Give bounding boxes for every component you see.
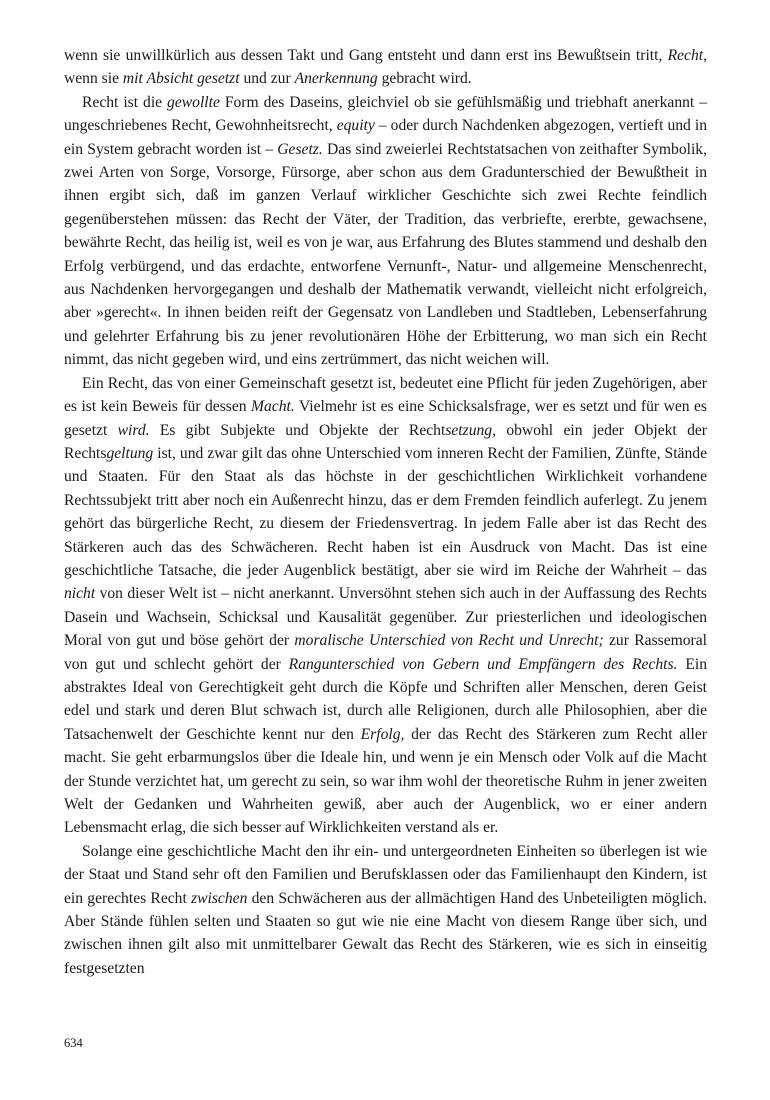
italic-run: gewollte xyxy=(167,93,220,111)
text-run: zur Rassemoral von gut und schlecht gehört der xyxy=(64,632,708,673)
text-run: den Schwächeren aus der allmächtigen Hand des Unbeteiligten möglich. Aber Stände fühlen selten und Staaten so gut wie nie eine Macht von diesem Range über sich, und zwischen ihnen gilt also mit unmittelbarer Gewalt das Recht des Stärkeren, wie es sich in einseitig festgesetzten xyxy=(64,889,707,977)
text-run: Es gibt Subjekte und Objekte der Recht xyxy=(149,421,446,439)
text-run: gebracht wird. xyxy=(377,70,472,88)
italic-run: Recht, xyxy=(667,47,707,64)
paragraph-1 xyxy=(64,44,707,91)
italic-run: geltung xyxy=(106,444,154,462)
text-run: Form des Daseins, gleichviel ob sie gefühlsmäßig und triebhaft anerkannt – ungeschriebenes Recht, Gewohnheitsrecht, xyxy=(64,93,707,135)
italic-run: Rangunterschied von Gebern und Empfängern des Rechts. xyxy=(288,655,678,673)
paragraph-3 xyxy=(64,372,707,840)
text-run: ist, und zwar gilt das ohne Unterschied vom inneren Recht der Familien, Zünfte, Stände und Staaten. Für den Staat als das höchste in der geschichtlichen Wirklichkeit vorhandene Rechtssubjekt tritt aber noch ein Außenrecht hinzu, das er dem Fremden feindlich auferlegt. Zu jenem gehört das bürgerliche Recht, zu diesem der Friedensvertrag. In jedem Falle aber ist das Recht des Stärkeren auch das des Schwächeren. Recht haben ist ein Ausdruck von Macht. Das ist eine geschichtliche Tatsache, die jeder Augenblick bestätigt, aber sie wird im Reiche der Wahrheit – das xyxy=(64,444,707,579)
italic-run: wird. xyxy=(117,421,150,439)
italic-run: Anerkennung xyxy=(294,70,378,88)
italic-run: zwischen xyxy=(191,889,248,907)
text-run: von dieser Welt ist – nicht anerkannt. Unversöhnt stehen sich auch in der Auffassung des Rechts Dasein und Wachsein, Schicksal und Kausalität gegenüber. Zur priesterlichen und ideologischen Moral von gut und böse gehört der xyxy=(64,585,707,650)
text-run: Vielmehr ist es eine Schicksalsfrage, wer es setzt und für wen es gesetzt xyxy=(64,398,708,439)
italic-run: mit Absicht gesetzt xyxy=(122,70,240,88)
page-body xyxy=(64,44,707,980)
italic-run: moralische Unterschied von Recht und Unrecht; xyxy=(294,632,604,650)
text-run: Recht ist die xyxy=(82,93,168,111)
text-run: der das Recht des Stärkeren zum Recht aller macht. Sie geht erbarmungslos über die Ideale hin, und wenn je ein Mensch oder Volk auf die Macht der Stunde verzichtet hat, um gerecht zu sein, so war ihm wohl der theoretische Ruhm in jener zweiten Welt der Gedanken und Wahrheiten gewiß, aber auch der Augenblick, wo er einer andern Lebensmacht erlag, die sich besser auf Wirklichkeiten verstand als er. xyxy=(64,725,707,837)
italic-run: Erfolg, xyxy=(360,725,405,743)
italic-run: Macht. xyxy=(251,398,295,416)
italic-run: equity xyxy=(336,117,375,135)
paragraph-2 xyxy=(64,91,707,372)
text-run: Ein Recht, das von einer Gemeinschaft gesetzt ist, bedeutet eine Pflicht für jeden Zugehörigen, aber es ist kein Beweis für dessen xyxy=(64,374,707,416)
italic-run: setzung, xyxy=(445,421,496,439)
text-run: wenn sie xyxy=(64,70,123,88)
paragraph-4 xyxy=(64,840,707,980)
page-number: 634 xyxy=(64,1036,83,1050)
text-run: Das sind zweierlei Rechtstatsachen von zeithafter Symbolik, zwei Arten von Sorge, Vorsorge, Fürsorge, aber schon aus dem Gradunterschied der Bewußtheit in ihnen ergibt sich, daß im ganzen Verlauf wirklicher Geschichte sich zwei Rechte feindlich gegenüberstehen müssen: das Recht der Väter, der Tradition, das verbriefte, ererbte, gewachsene, bewährte Recht, das heilig ist, weil es von je war, aus Erfahrung des Blutes stammend und deshalb den Erfolg verbürgend, und das erdachte, entworfene Vernunft-, Natur- und allgemeine Menschenrecht, aus Nachdenken hervorgegangen und deshalb der Mathematik verwandt, vielleicht nicht erfolgreich, aber »gerecht«. In ihnen beiden reift der Gegensatz von Landleben und Stadtleben, Lebenserfahrung und gelehrter Erfahrung bis zu jener revolutionären Höhe der Erbitterung, wo man sich ein Recht nimmt, das nicht gegeben wird, und eins zertrümmert, das nicht weichen will. xyxy=(64,140,707,369)
text-run: – oder durch Nachdenken abgezogen, vertieft und in ein System gebracht worden ist – xyxy=(64,117,707,158)
text-run: Ein abstraktes Ideal von Gerechtigkeit geht durch die Köpfe und Schriften aller Menschen, deren Geist edel und stark und deren Blut schwach ist, durch alle Religionen, durch alle Philosophien, aber die Tatsachenwelt der Geschichte kennt nur den xyxy=(64,655,707,743)
italic-run: Gesetz. xyxy=(277,140,323,158)
text-run: und zur xyxy=(239,70,295,88)
text-run: Solange eine geschichtliche Macht den ihr ein- und untergeordneten Einheiten so überlegen ist wie der Staat und Stand sehr oft den Familien und Berufsklassen oder das Familienhaupt den Kindern, ist ein gerechtes Recht xyxy=(64,842,707,907)
text-run: wenn sie unwillkürlich aus dessen Takt und Gang entsteht und dann erst ins Bewußtsein tritt, xyxy=(64,47,668,64)
italic-run: nicht xyxy=(64,585,96,603)
text-run: obwohl ein jeder Objekt der Rechts xyxy=(64,421,707,462)
